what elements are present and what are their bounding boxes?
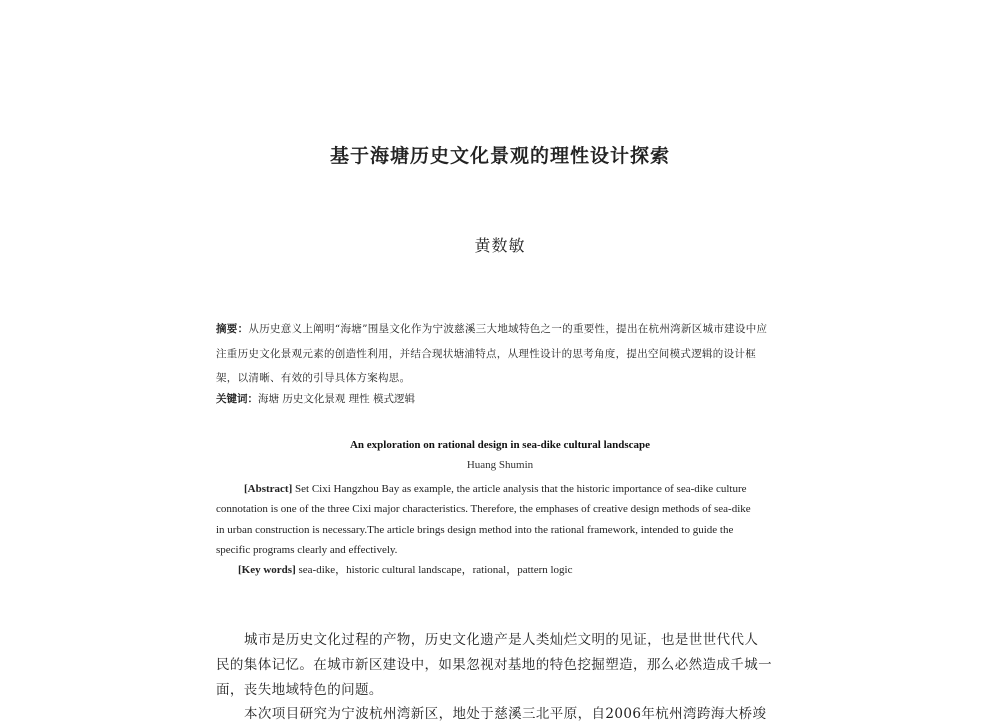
paper-author: 黄数敏 xyxy=(474,236,526,255)
chinese-keywords xyxy=(216,390,776,408)
paper-title: 基于海塘历史文化景观的理性设计探索 xyxy=(329,145,670,167)
chinese-abstract-label: 摘要： xyxy=(216,323,249,335)
chinese-keywords-label: 关键词： xyxy=(216,393,258,405)
chinese-abstract-text: 从历史意义上阐明“海塘”围垦文化作为宁波慈溪三大地域特色之一的重要性，提出在杭州湾新区城市建设中应注重历史文化景观元素的创造性利用，并结合现状塘浦特点，从理性设计的思考角度，提出空间模式逻辑的设计框架，以清晰、有效的引导具体方案构思。 xyxy=(216,323,768,384)
english-abstract-text: Set Cixi Hangzhou Bay as example, the article analysis that the historic importance of sea-dike culture connotation is one of the three Cixi major characteristics. Therefore, the emphases of creative design methods of sea-dike in urban construction is necessary.The article brings design method into the rational framework, intended to guide the specific programs clearly and effectively. xyxy=(216,483,751,557)
english-author: Huang Shumin xyxy=(466,459,534,471)
chinese-keywords-text: 海塘 历史文化景观 理性 模式逻辑 xyxy=(258,393,416,405)
english-abstract xyxy=(216,479,756,561)
english-keywords xyxy=(238,561,758,577)
english-abstract-label: [Abstract] xyxy=(244,483,293,495)
english-keywords-label: [Key words] xyxy=(238,564,296,576)
body-paragraph-1: 城市是历史文化过程的产物，历史文化遗产是人类灿烂文明的见证，也是世世代代人民的集体记忆。在城市新区建设中，如果忽视对基地的特色挖掘塑造，那么必然造成千城一面，丧失地域特色的问题。 xyxy=(216,632,772,698)
chinese-abstract xyxy=(216,317,776,391)
body-paragraph-2: 本次项目研究为宁波杭州湾新区，地处于慈溪三北平原，自2006年杭州湾跨海大桥竣 xyxy=(244,706,767,722)
english-title: An exploration on rational design in sea-dike cultural landscape xyxy=(349,439,651,451)
english-keywords-text: sea-dike，historic cultural landscape，rational，pattern logic xyxy=(295,564,573,576)
